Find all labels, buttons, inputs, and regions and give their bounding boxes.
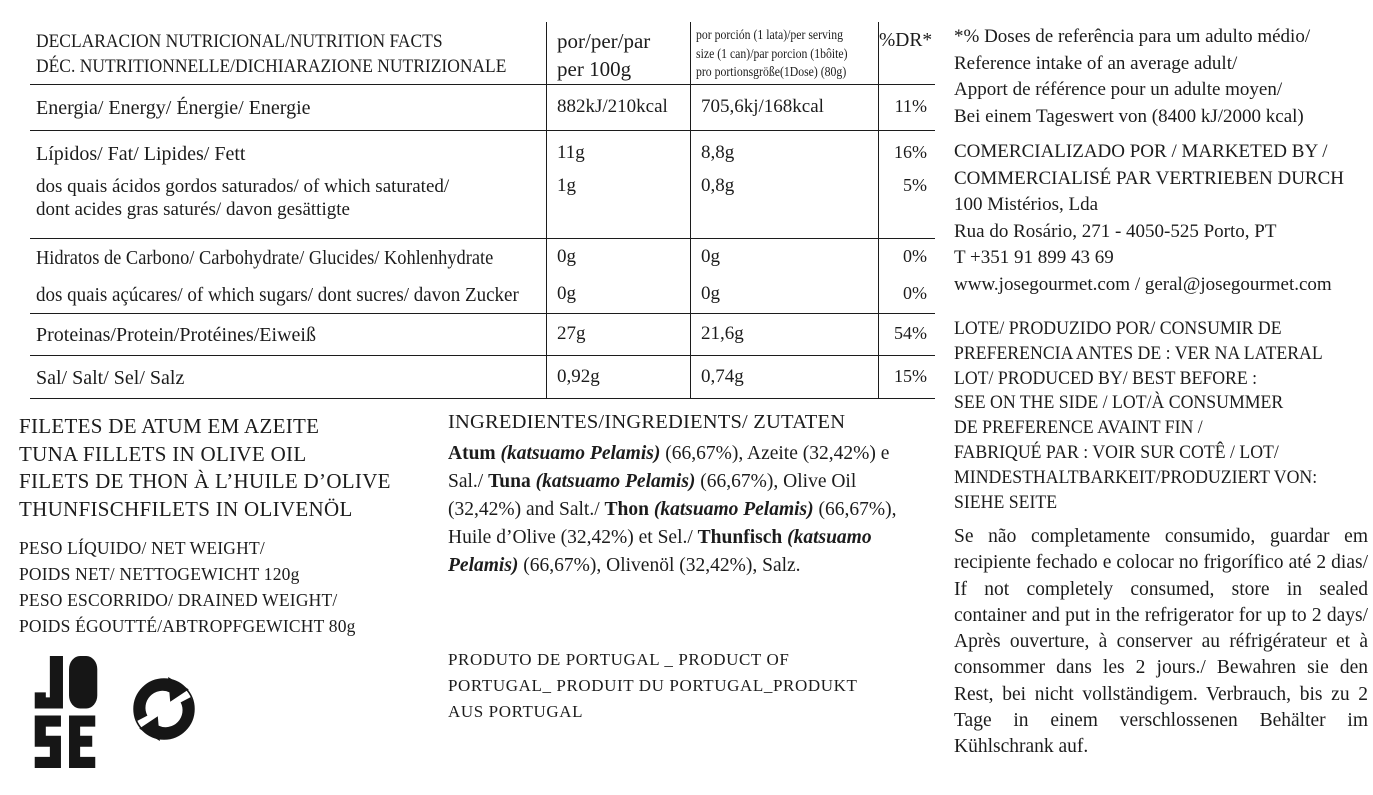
lot-line: LOT/ PRODUCED BY/ BEST BEFORE : xyxy=(954,368,1258,389)
carbohydrate-label-text: Hidratos de Carbono/ Carbohydrate/ Glucides/ Kohlenhydrate xyxy=(36,247,494,269)
salt-dr: 15% xyxy=(878,356,935,398)
carbohydrate-label xyxy=(30,239,546,276)
ingredients-block xyxy=(448,411,908,580)
saturated-label xyxy=(30,173,546,238)
storage-instructions: Se não completamente consumido, guardar em recipiente fechado e colocar no frigorífico até 2 dias/ If not completely consumed, store in sealed container and put in the refrigerator for up to 2 days/ Après ouverture, à conserver au réfrigérateur et à consommer dans les 2 jours./ Bewahren sie den Rest, bei nicht vollständigem. Verbrauch, bis zu 2 Tage in einem verschlossenen Behälter im Kühlschrank auf. xyxy=(954,526,1368,758)
nutrition-table xyxy=(30,22,935,399)
ingredient-segment: (66,67%), Huile d’Olive (32,42%) et Sel./ xyxy=(448,499,897,548)
table-title-line2: DÉC. NUTRITIONNELLE/DICHIARAZIONE NUTRIZIONALE xyxy=(36,56,507,77)
sugars-label xyxy=(30,276,546,313)
saturated-dr: 5% xyxy=(878,173,935,238)
marketer-address: Rua do Rosário, 271 - 4050-525 Porto, PT xyxy=(954,220,1277,242)
green-dot-glyph xyxy=(131,676,197,742)
lot-line: SIEHE SEITE xyxy=(954,492,1058,513)
carbohydrate-per100: 0g xyxy=(546,239,690,276)
jose-logo xyxy=(33,656,99,768)
per100-line1: por/per/par xyxy=(557,29,651,53)
sugars-dr: 0% xyxy=(878,276,935,313)
fat-per100: 11g xyxy=(546,131,690,173)
green-dot-recycling-icon xyxy=(131,676,197,742)
marketer-web-email: www.josegourmet.com / geral@josegourmet.com xyxy=(954,273,1332,295)
col-header-per-serving xyxy=(690,22,878,84)
product-name-de: THUNFISCHFILETS IN OLIVENÖL xyxy=(19,496,353,521)
marketer-company: 100 Mistérios, Lda xyxy=(954,194,1099,215)
table-row-carbohydrate xyxy=(30,239,935,276)
ingredients-heading: INGREDIENTES/INGREDIENTS/ ZUTATEN xyxy=(448,411,846,433)
saturated-label-line1: dos quais ácidos gordos saturados/ of which saturated/ xyxy=(36,176,450,197)
table-header-row xyxy=(30,22,935,85)
reference-line: *% Doses de referência para um adulto médio/ xyxy=(954,26,1311,47)
drained-weight-line2: POIDS ÉGOUTTÉ/ABTROPFGEWICHT 80g xyxy=(19,616,356,636)
protein-label: Proteinas/Protein/Protéines/Eiweiß xyxy=(36,324,316,346)
reference-line: Apport de référence pour un adulte moyen/ xyxy=(954,79,1283,100)
carbohydrate-serving: 0g xyxy=(690,239,878,276)
serving-line3: pro portionsgröße(1Dose) (80g) xyxy=(696,65,847,80)
salt-label: Sal/ Salt/ Sel/ Salz xyxy=(36,367,185,389)
ingredient-segment: Atum xyxy=(448,443,501,464)
energy-serving: 705,6kj/168kcal xyxy=(690,85,878,130)
serving-line2: size (1 can)/par porcion (1bôite) xyxy=(696,46,848,62)
ingredient-segment: Thon xyxy=(604,499,654,520)
origin-line: AUS PORTUGAL xyxy=(448,702,584,721)
energy-per100: 882kJ/210kcal xyxy=(546,85,690,130)
net-weight-line1: PESO LÍQUIDO/ NET WEIGHT/ xyxy=(19,538,265,558)
fat-label: Lípidos/ Fat/ Lipides/ Fett xyxy=(36,143,246,165)
table-row-protein xyxy=(30,314,935,356)
reference-intake-block xyxy=(954,24,1310,130)
protein-serving: 21,6g xyxy=(690,314,878,355)
table-row-carb-group xyxy=(30,239,935,314)
table-row-salt xyxy=(30,356,935,399)
reference-line: Reference intake of an average adult/ xyxy=(954,52,1238,74)
table-title xyxy=(30,22,546,84)
energy-label: Energia/ Energy/ Énergie/ Energie xyxy=(36,97,311,119)
marketer-line: COMERCIALIZADO POR / MARKETED BY / xyxy=(954,141,1328,162)
product-name-en: TUNA FILLETS IN OLIVE OIL xyxy=(19,441,307,466)
ingredient-segment: Tuna xyxy=(488,471,536,492)
marketer-line: COMMERCIALISÉ PAR VERTRIEBEN DURCH xyxy=(954,167,1344,189)
saturated-label-line2: dont acides gras saturés/ davon gesättigte xyxy=(36,199,350,220)
table-row-sugars xyxy=(30,276,935,313)
table-row-energy xyxy=(30,85,935,131)
ingredient-segment: (katsuamo Pelamis) xyxy=(653,499,814,520)
ingredient-segment: (katsuamo Pelamis) xyxy=(500,443,661,464)
salt-serving: 0,74g xyxy=(690,356,878,398)
marketed-by-block xyxy=(954,139,1344,298)
lot-line: DE PREFERENCE AVAINT FIN / xyxy=(954,418,1203,439)
col-header-dr: %DR* xyxy=(878,22,935,84)
carbohydrate-dr: 0% xyxy=(878,239,935,276)
origin-block xyxy=(448,647,857,725)
salt-per100: 0,92g xyxy=(546,356,690,398)
fat-serving: 8,8g xyxy=(690,131,878,173)
lot-line: PREFERENCIA ANTES DE : VER NA LATERAL xyxy=(954,343,1323,364)
ingredient-segment: (66,67%), Azeite (32,42%) e Sal./ xyxy=(448,443,890,492)
reference-line: Bei einem Tageswert von (8400 kJ/2000 kcal) xyxy=(954,105,1304,127)
lot-line: MINDESTHALTBARKEIT/PRODUZIERT VON: xyxy=(954,467,1318,488)
product-name-block xyxy=(19,413,391,523)
origin-line: PORTUGAL_ PRODUIT DU PORTUGAL_PRODUKT xyxy=(448,676,858,695)
lot-line: FABRIQUÉ PAR : VOIR SUR COTÊ / LOT/ xyxy=(954,442,1279,463)
ingredient-segment: (katsuamo Pelamis) xyxy=(448,527,872,576)
lot-line: LOTE/ PRODUZIDO POR/ CONSUMIR DE xyxy=(954,319,1282,339)
drained-weight-line1: PESO ESCORRIDO/ DRAINED WEIGHT/ xyxy=(19,590,338,610)
table-row-saturated xyxy=(30,173,935,238)
sugars-per100: 0g xyxy=(546,276,690,313)
table-row-fat-group xyxy=(30,131,935,239)
energy-dr: 11% xyxy=(878,85,935,130)
ingredients-text xyxy=(448,440,908,580)
ingredient-segment: (katsuamo Pelamis) xyxy=(535,471,696,492)
weight-block xyxy=(19,535,356,639)
protein-per100: 27g xyxy=(546,314,690,355)
net-weight-line2: POIDS NET/ NETTOGEWICHT 120g xyxy=(19,564,300,584)
ingredient-segment: (66,67%), Olive Oil (32,42%) and Salt./ xyxy=(448,471,857,520)
serving-line1: por porción (1 lata)/per serving xyxy=(696,28,843,43)
jose-logo-glyphs xyxy=(33,656,99,768)
product-name-pt: FILETES DE ATUM EM AZEITE xyxy=(19,414,320,438)
table-title-line1: DECLARACION NUTRICIONAL/NUTRITION FACTS xyxy=(36,31,443,52)
per100-line2: per 100g xyxy=(557,57,632,81)
sugars-label-text: dos quais açúcares/ of which sugars/ dont sucres/ davon Zucker xyxy=(36,284,519,306)
marketer-phone: T +351 91 899 43 69 xyxy=(954,247,1114,268)
lot-best-before-block xyxy=(954,317,1323,515)
product-name-fr: FILETS DE THON À L’HUILE D’OLIVE xyxy=(19,469,391,493)
lot-line: SEE ON THE SIDE / LOT/À CONSUMMER xyxy=(954,393,1284,414)
protein-dr: 54% xyxy=(878,314,935,355)
sugars-serving: 0g xyxy=(690,276,878,313)
fat-dr: 16% xyxy=(878,131,935,173)
ingredient-segment: Thunfisch xyxy=(697,527,788,548)
ingredient-segment: (66,67%), Olivenöl (32,42%), Salz. xyxy=(518,555,801,576)
saturated-serving: 0,8g xyxy=(690,173,878,238)
saturated-per100: 1g xyxy=(546,173,690,238)
col-header-per-100g xyxy=(546,22,690,84)
table-row-fat xyxy=(30,131,935,173)
origin-line: PRODUTO DE PORTUGAL _ PRODUCT OF xyxy=(448,650,790,669)
